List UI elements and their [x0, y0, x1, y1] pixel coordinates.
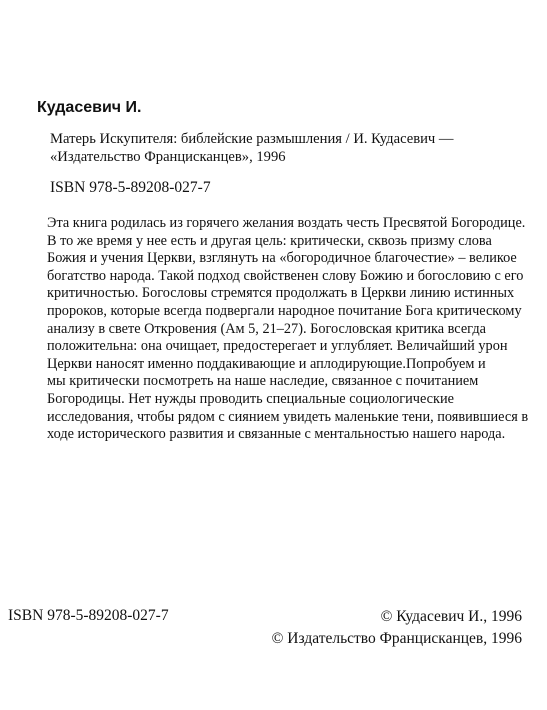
annotation-line: исследования, чтобы рядом с сиянием увидеть маленькие тени, появившиеся в — [47, 408, 529, 425]
bibliographic-line-publisher: «Издательство Францисканцев», 1996 — [50, 149, 286, 165]
annotation-line: Эта книга родилась из горячего желания воздать честь Пресвятой Богородице. — [47, 215, 526, 231]
isbn-top: ISBN 978-5-89208-027-7 — [50, 179, 211, 196]
annotation-line: ходе исторического развития и связанные с ментальностью нашего народа. — [47, 426, 506, 443]
annotation-line: Богородицы. Нет нужды проводить специальные социологические — [47, 390, 454, 407]
copyright-author: © Кудасевич И., 1996 — [380, 608, 522, 625]
annotation-line: Церкви наносят именно поддакивающие и аплодирующие.Попробуем и — [47, 355, 486, 372]
annotation-text — [47, 215, 527, 444]
copyright-block — [272, 606, 522, 649]
bibliographic-line-title: Матерь Искупителя: библейские размышления / И. Кудасевич — — [50, 131, 454, 147]
isbn-bottom: ISBN 978-5-89208-027-7 — [8, 607, 169, 624]
annotation-line: критичностью. Богословы стремятся продолжать в Церкви линию истинных — [47, 285, 515, 302]
annotation-line: пророков, которые всегда подвергали народное почитание Бога критическому — [47, 302, 522, 319]
annotation-line: мы критически посмотреть на наше наследие, связанное с почитанием — [47, 373, 479, 390]
annotation-line: Божия и учения Церкви, взглянуть на «богородичное благочестие» – великое — [47, 250, 517, 267]
annotation-line: В то же время у нее есть и другая цель: критически, сквозь призму слова — [47, 232, 492, 249]
author-name: Кудасевич И. — [37, 99, 142, 116]
bibliographic-record — [50, 130, 525, 166]
copyright-publisher: © Издательство Францисканцев, 1996 — [271, 629, 522, 647]
annotation-line: анализу в свете Откровения (Ам 5, 21–27). Богословская критика всегда — [47, 320, 486, 337]
annotation-line: богатство народа. Такой подход свойственен слову Божию и богословию с его — [47, 267, 524, 284]
annotation-line: положительна: она очищает, предостерегает и углубляет. Величайший урон — [47, 338, 508, 355]
